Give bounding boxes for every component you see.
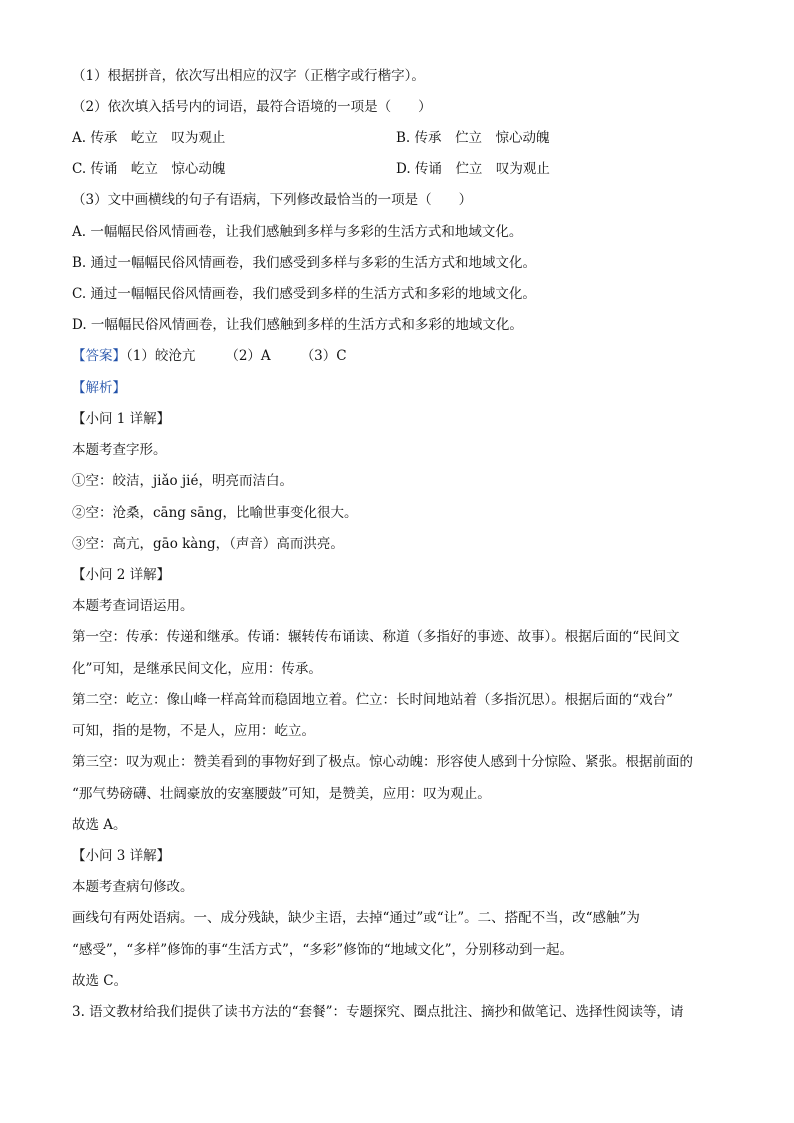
sub-question-2-blank-3: 第三空：叹为观止：赞美看到的事物好到了极点。惊心动魄：形容使人感到十分惊险、紧张。根据前面的 — [72, 754, 693, 770]
sub-question-1-item-2: ②空：沧桑，cāng sāng，比喻世事变化很大。 — [72, 505, 358, 521]
question-3-option-d: D. 一幅幅民俗风情画卷，让我们感触到多样的生活方式和多彩的地域文化。 — [72, 317, 523, 333]
sub-question-2-blank-1: 第一空：传承：传递和继承。传诵：辗转传布诵读、称道（多指好的事迹、故事）。根据后面的“民间文 — [72, 629, 680, 645]
sub-question-3-conclusion: 故选 C。 — [72, 973, 128, 989]
question-1-prompt: （1）根据拼音，依次写出相应的汉字（正楷字或行楷字）。 — [72, 68, 425, 84]
question-3-option-c: C. 通过一幅幅民俗风情画卷，我们感受到多样的生活方式和多彩的地域文化。 — [72, 286, 536, 302]
question-2-option-d: D. 传诵 伫立 叹为观止 — [396, 161, 550, 177]
sub-question-1-intro: 本题考查字形。 — [72, 442, 167, 458]
sub-question-3-intro: 本题考查病句修改。 — [72, 879, 194, 895]
sub-question-2-blank-3-cont: “那气势磅礴、壮阔豪放的安塞腰鼓”可知，是赞美，应用：叹为观止。 — [72, 786, 491, 802]
sub-question-3-explanation-cont: “感受”，“多样”修饰的事“生活方式”，“多彩”修饰的“地域文化”，分别移动到一起。 — [72, 942, 574, 958]
sub-question-3-heading: 【小问 3 详解】 — [72, 848, 171, 864]
answer-part-3: （3）C — [300, 348, 347, 364]
question-3-prompt: （3）文中画横线的句子有语病，下列修改最恰当的一项是（ ） — [72, 192, 473, 208]
question-2-prompt: （2）依次填入括号内的词语，最符合语境的一项是（ ） — [72, 99, 432, 115]
answer-part-1: （1）皎沧亢 — [126, 348, 196, 364]
sub-question-2-blank-1-cont: 化”可知，是继承民间文化，应用：传承。 — [72, 661, 322, 677]
sub-question-2-intro: 本题考查词语运用。 — [72, 598, 194, 614]
sub-question-1-heading: 【小问 1 详解】 — [72, 411, 171, 427]
sub-question-2-heading: 【小问 2 详解】 — [72, 567, 171, 583]
answer-part-2: （2）A — [225, 348, 271, 364]
analysis-tag: 【解析】 — [72, 380, 126, 396]
answer-tag: 【答案】 — [72, 348, 126, 364]
sub-question-2-blank-2: 第二空：屹立：像山峰一样高耸而稳固地立着。伫立：长时间地站着（多指沉思）。根据后面的“戏台” — [72, 692, 674, 708]
question-2-option-c: C. 传诵 屹立 惊心动魄 — [72, 161, 226, 177]
sub-question-2-conclusion: 故选 A。 — [72, 817, 127, 833]
question-2-option-b: B. 传承 伫立 惊心动魄 — [396, 130, 550, 146]
question-3-stem: 3. 语文教材给我们提供了读书方法的“套餐”：专题探究、圈点批注、摘抄和做笔记、选择性阅读等，请 — [72, 1004, 684, 1020]
question-3-option-a: A. 一幅幅民俗风情画卷，让我们感触到多样与多彩的生活方式和地域文化。 — [72, 224, 523, 240]
question-2-option-a: A. 传承 屹立 叹为观止 — [72, 130, 226, 146]
sub-question-2-blank-2-cont: 可知，指的是物，不是人，应用：屹立。 — [72, 723, 315, 739]
sub-question-1-item-3: ③空：高亢，gāo kàng，（声音）高而洪亮。 — [72, 536, 344, 552]
sub-question-1-item-1: ①空：皎洁，jiǎo jié，明亮而洁白。 — [72, 473, 293, 489]
question-3-option-b: B. 通过一幅幅民俗风情画卷，我们感受到多样与多彩的生活方式和地域文化。 — [72, 255, 537, 271]
answer-line — [72, 346, 347, 366]
sub-question-3-explanation: 画线句有两处语病。一、成分残缺，缺少主语，去掉“通过”或“让”。二、搭配不当，改“感触”为 — [72, 910, 640, 926]
